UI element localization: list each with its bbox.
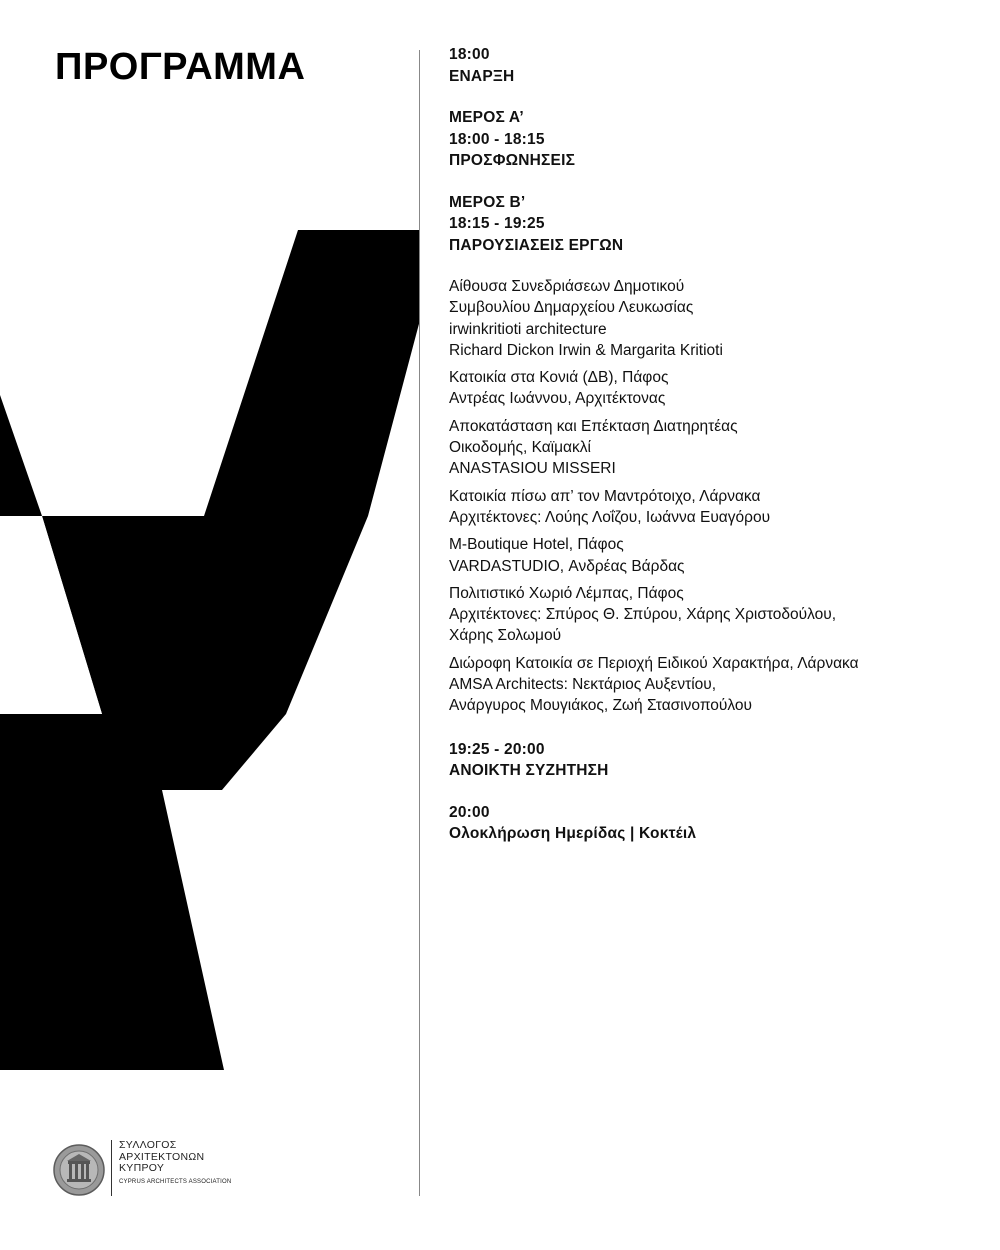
abstract-graphic xyxy=(0,0,420,1250)
project-line: Richard Dickon Irwin & Margarita Kritioti xyxy=(449,341,723,359)
part-a-label: ΠΡΟΣΦΩΝΗΣΕΙΣ xyxy=(449,152,576,169)
logo-divider xyxy=(111,1140,112,1196)
project-item xyxy=(449,276,989,361)
project-line: Οικοδομής, Καϊμακλί xyxy=(449,439,591,457)
project-item xyxy=(449,416,989,480)
opening-label: ΕΝΑΡΞΗ xyxy=(449,67,515,85)
discussion-label: ΑΝΟΙΚΤΗ ΣΥΖΗΤΗΣΗ xyxy=(449,762,609,780)
shape-upper-right xyxy=(204,230,420,516)
closing-time: 20:00 xyxy=(449,803,490,821)
opening-block xyxy=(449,44,989,87)
discussion-time: 19:25 - 20:00 xyxy=(449,740,545,758)
project-item xyxy=(449,583,989,647)
project-line: AMSA Architects: Νεκτάριος Αυξεντίου, xyxy=(449,676,717,694)
program-schedule xyxy=(449,44,989,865)
page-title: ΠΡΟΓΡΑΜΜΑ xyxy=(55,46,306,88)
project-line: ANASTASIOU MISSERI xyxy=(449,460,616,478)
vertical-divider xyxy=(419,50,420,1196)
project-item xyxy=(449,486,989,529)
project-line: Αίθουσα Συνεδριάσεων Δημοτικού xyxy=(449,278,685,295)
project-line: Διώροφη Κατοικία σε Περιοχή Ειδικού Χαρακτήρα, Λάρνακα xyxy=(449,654,859,672)
logo-line-1: ΣΥΛΛΟΓΟΣ xyxy=(119,1139,177,1151)
part-b-heading: ΜΕΡΟΣ Β’ xyxy=(449,193,526,211)
association-logo xyxy=(53,1138,253,1200)
project-line: irwinkritioti architecture xyxy=(449,320,607,338)
part-b-label: ΠΑΡΟΥΣΙΑΣΕΙΣ ΕΡΓΩΝ xyxy=(449,236,624,254)
project-list xyxy=(449,276,989,717)
part-a-time: 18:00 - 18:15 xyxy=(449,130,545,148)
logo-text xyxy=(119,1140,231,1187)
project-line: M-Boutique Hotel, Πάφος xyxy=(449,536,624,554)
project-line: Πολιτιστικό Χωριό Λέμπας, Πάφος xyxy=(449,584,684,602)
project-item xyxy=(449,534,989,577)
association-seal-icon xyxy=(53,1144,105,1196)
discussion-block xyxy=(449,739,989,782)
part-b-block xyxy=(449,192,989,257)
project-item xyxy=(449,653,989,717)
part-b-time: 18:15 - 19:25 xyxy=(449,215,545,232)
part-a-block xyxy=(449,107,989,172)
project-line: Κατοικία πίσω απ’ τον Μαντρότοιχο, Λάρνακα xyxy=(449,487,761,505)
project-line: Αντρέας Ιωάννου, Αρχιτέκτονας xyxy=(449,390,666,408)
project-item xyxy=(449,367,989,410)
shape-left-edge xyxy=(0,395,42,516)
project-line: Αρχιτέκτονες: Σπύρος Θ. Σπύρου, Χάρης Χριστοδούλου, xyxy=(449,606,837,624)
part-a-heading: ΜΕΡΟΣ Α’ xyxy=(449,109,524,126)
logo-line-3: ΚΥΠΡΟΥ xyxy=(119,1162,165,1174)
closing-label: Ολοκλήρωση Ημερίδας | Κοκτέιλ xyxy=(449,825,697,843)
logo-line-2: ΑΡΧΙΤΕΚΤΟΝΩΝ xyxy=(119,1150,205,1163)
project-line: Αρχιτέκτονες: Λούης Λοΐζου, Ιωάννα Ευαγόρου xyxy=(449,508,771,526)
closing-block xyxy=(449,802,989,845)
project-line: VARDASTUDIO, Ανδρέας Βάρδας xyxy=(449,557,685,575)
logo-english-name: CYPRUS ARCHITECTS ASSOCIATION xyxy=(119,1178,232,1185)
project-line: Κατοικία στα Κονιά (ΔΒ), Πάφος xyxy=(449,369,669,387)
shape-lower-left xyxy=(0,714,286,1070)
opening-time: 18:00 xyxy=(449,46,490,63)
project-line: Συμβουλίου Δημαρχείου Λευκωσίας xyxy=(449,299,694,317)
project-line: Ανάργυρος Μουγιάκος, Ζωή Στασινοπούλου xyxy=(449,697,752,715)
project-line: Χάρης Σολωμού xyxy=(449,627,562,645)
project-line: Αποκατάσταση και Επέκταση Διατηρητέας xyxy=(449,417,738,435)
